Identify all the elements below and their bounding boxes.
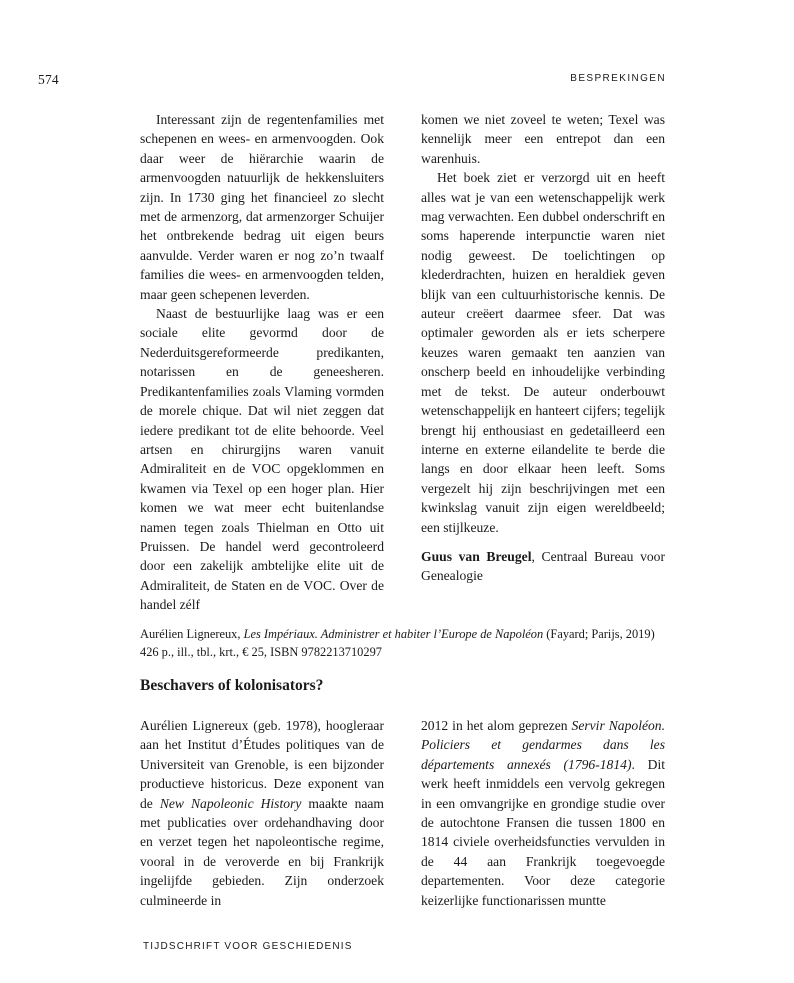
biblio-author: Aurélien Lignereux,	[140, 627, 244, 641]
paragraph: komen we niet zoveel te weten; Texel was kennelijk meer een entrepot dan een warenhuis.	[421, 112, 665, 166]
italic-run: New Napoleonic History	[159, 795, 302, 811]
running-head: BESPREKINGEN	[570, 73, 666, 84]
second-review-right-column	[421, 716, 665, 910]
text-run: . Dit werk heeft inmiddels een vervolg gekregen in een omvangrijke en grondige studie over de autochtone Fransen die tussen 1800 en 1814 civiele overheidsfuncties vervulden in de 44 aan Frankrijk toegevoegde departementen. Voor deze categorie keizerlijke functionarissen muntte	[421, 756, 666, 908]
reviewer-signature	[421, 547, 665, 586]
text-run: Aurélien Lignereux (geb. 1978), hoogleraar aan het Institut d’Études politiques van de Universiteit van Grenoble, is een bijzonder productieve historicus. Deze exponent van de	[140, 718, 384, 811]
paragraph	[140, 716, 384, 910]
first-review-right-column	[421, 110, 665, 584]
bibliographic-entry	[140, 625, 665, 661]
biblio-title: Les Impériaux. Administrer et habiter l’Europe de Napoléon	[243, 627, 544, 641]
review-title: Beschavers of kolonisators?	[140, 677, 324, 694]
second-review-left-column	[140, 716, 384, 910]
paragraph	[421, 716, 665, 910]
journal-footer: TIJDSCHRIFT VOOR GESCHIEDENIS	[143, 941, 353, 952]
reviewer-affiliation: , Centraal Bureau voor Genealogie	[421, 548, 665, 584]
biblio-details: (Fayard; Parijs, 2019) 426 p., ill., tbl., krt., € 25, ISBN 9782213710297	[140, 627, 655, 659]
paragraph: Het boek ziet er verzorgd uit en heeft alles wat je van een wetenschappelijk werk mag verwachten. Een dubbel onderschrift en soms haperende interpunctie waren niet nodig geweest. De toelichtingen op klederdrachten, huizen en heraldiek geven blijk van een cultuurhistorische kennis. De auteur creëert daarmee sfeer. Dat was optimaler geworden als er iets scherpere keuzes waren gemaakt ten aanzien van onscherp beeld en inhoudelijke verbinding met de tekst. De auteur onderbouwt wetenschappelijk en hanteert cijfers; tegelijk brengt hij enthousiast en gedetailleerd een interne en externe eilandelite te berde die langs en door elkaar heen leeft. Soms vergezelt hij zijn beschrijvingen met een kwinkslag vanuit zijn eigen wereldbeeld; een stijlkeuze.	[421, 170, 665, 535]
first-review-left-column	[140, 110, 384, 613]
text-run: maakte naam met publicaties over ordehandhaving door en verzet tegen het napoleontische regime, vooral in de veroverde en bij Frankrijk ingelijfde gebieden. Zijn onderzoek culmineerde in	[140, 795, 385, 908]
page-number: 574	[38, 72, 59, 87]
paragraph: Naast de bestuurlijke laag was er een sociale elite gevormd door de Nederduitsgereformeerde predikanten, notarissen en de geneesheren. Predikantenfamilies zoals Vlaming vormden de morele chique. Dat wil niet zeggen dat iedere predikant tot de elite behoorde. Veel artsen en chirurgijns waren vanuit Admiraliteit en de VOC opgeklommen en kwamen via Texel op een hoger plan. Hier komen we wat meer echt buitenlandse namen tegen zoals Thielman en Otto uit Pruissen. De handel werd gecontroleerd door een zakelijk ambtelijke elite uit de Admiraliteit, de Staten en de VOC. Over de handel zélf	[140, 306, 384, 613]
reviewer-name: Guus van Breugel	[421, 548, 532, 564]
paragraph: Interessant zijn de regentenfamilies met schepenen en wees- en armenvoogden. Ook daar weer de hiërarchie waarin de armenvoogden natuurlijk de hekkensluiters zijn. In 1730 ging het financieel zo slecht met de armenzorg, dat armenzorger Schuijer het ontbrekende bedrag uit eigen beurs aanvulde. Verder waren er nog zo’n twaalf families die wees- en armenvoogden telden, maar geen schepenen leverden.	[140, 112, 384, 302]
italic-run: Servir Napoléon. Policiers et gendarmes dans les départements annexés (1796-1814)	[421, 718, 665, 772]
text-run: 2012 in het alom geprezen	[421, 718, 572, 733]
